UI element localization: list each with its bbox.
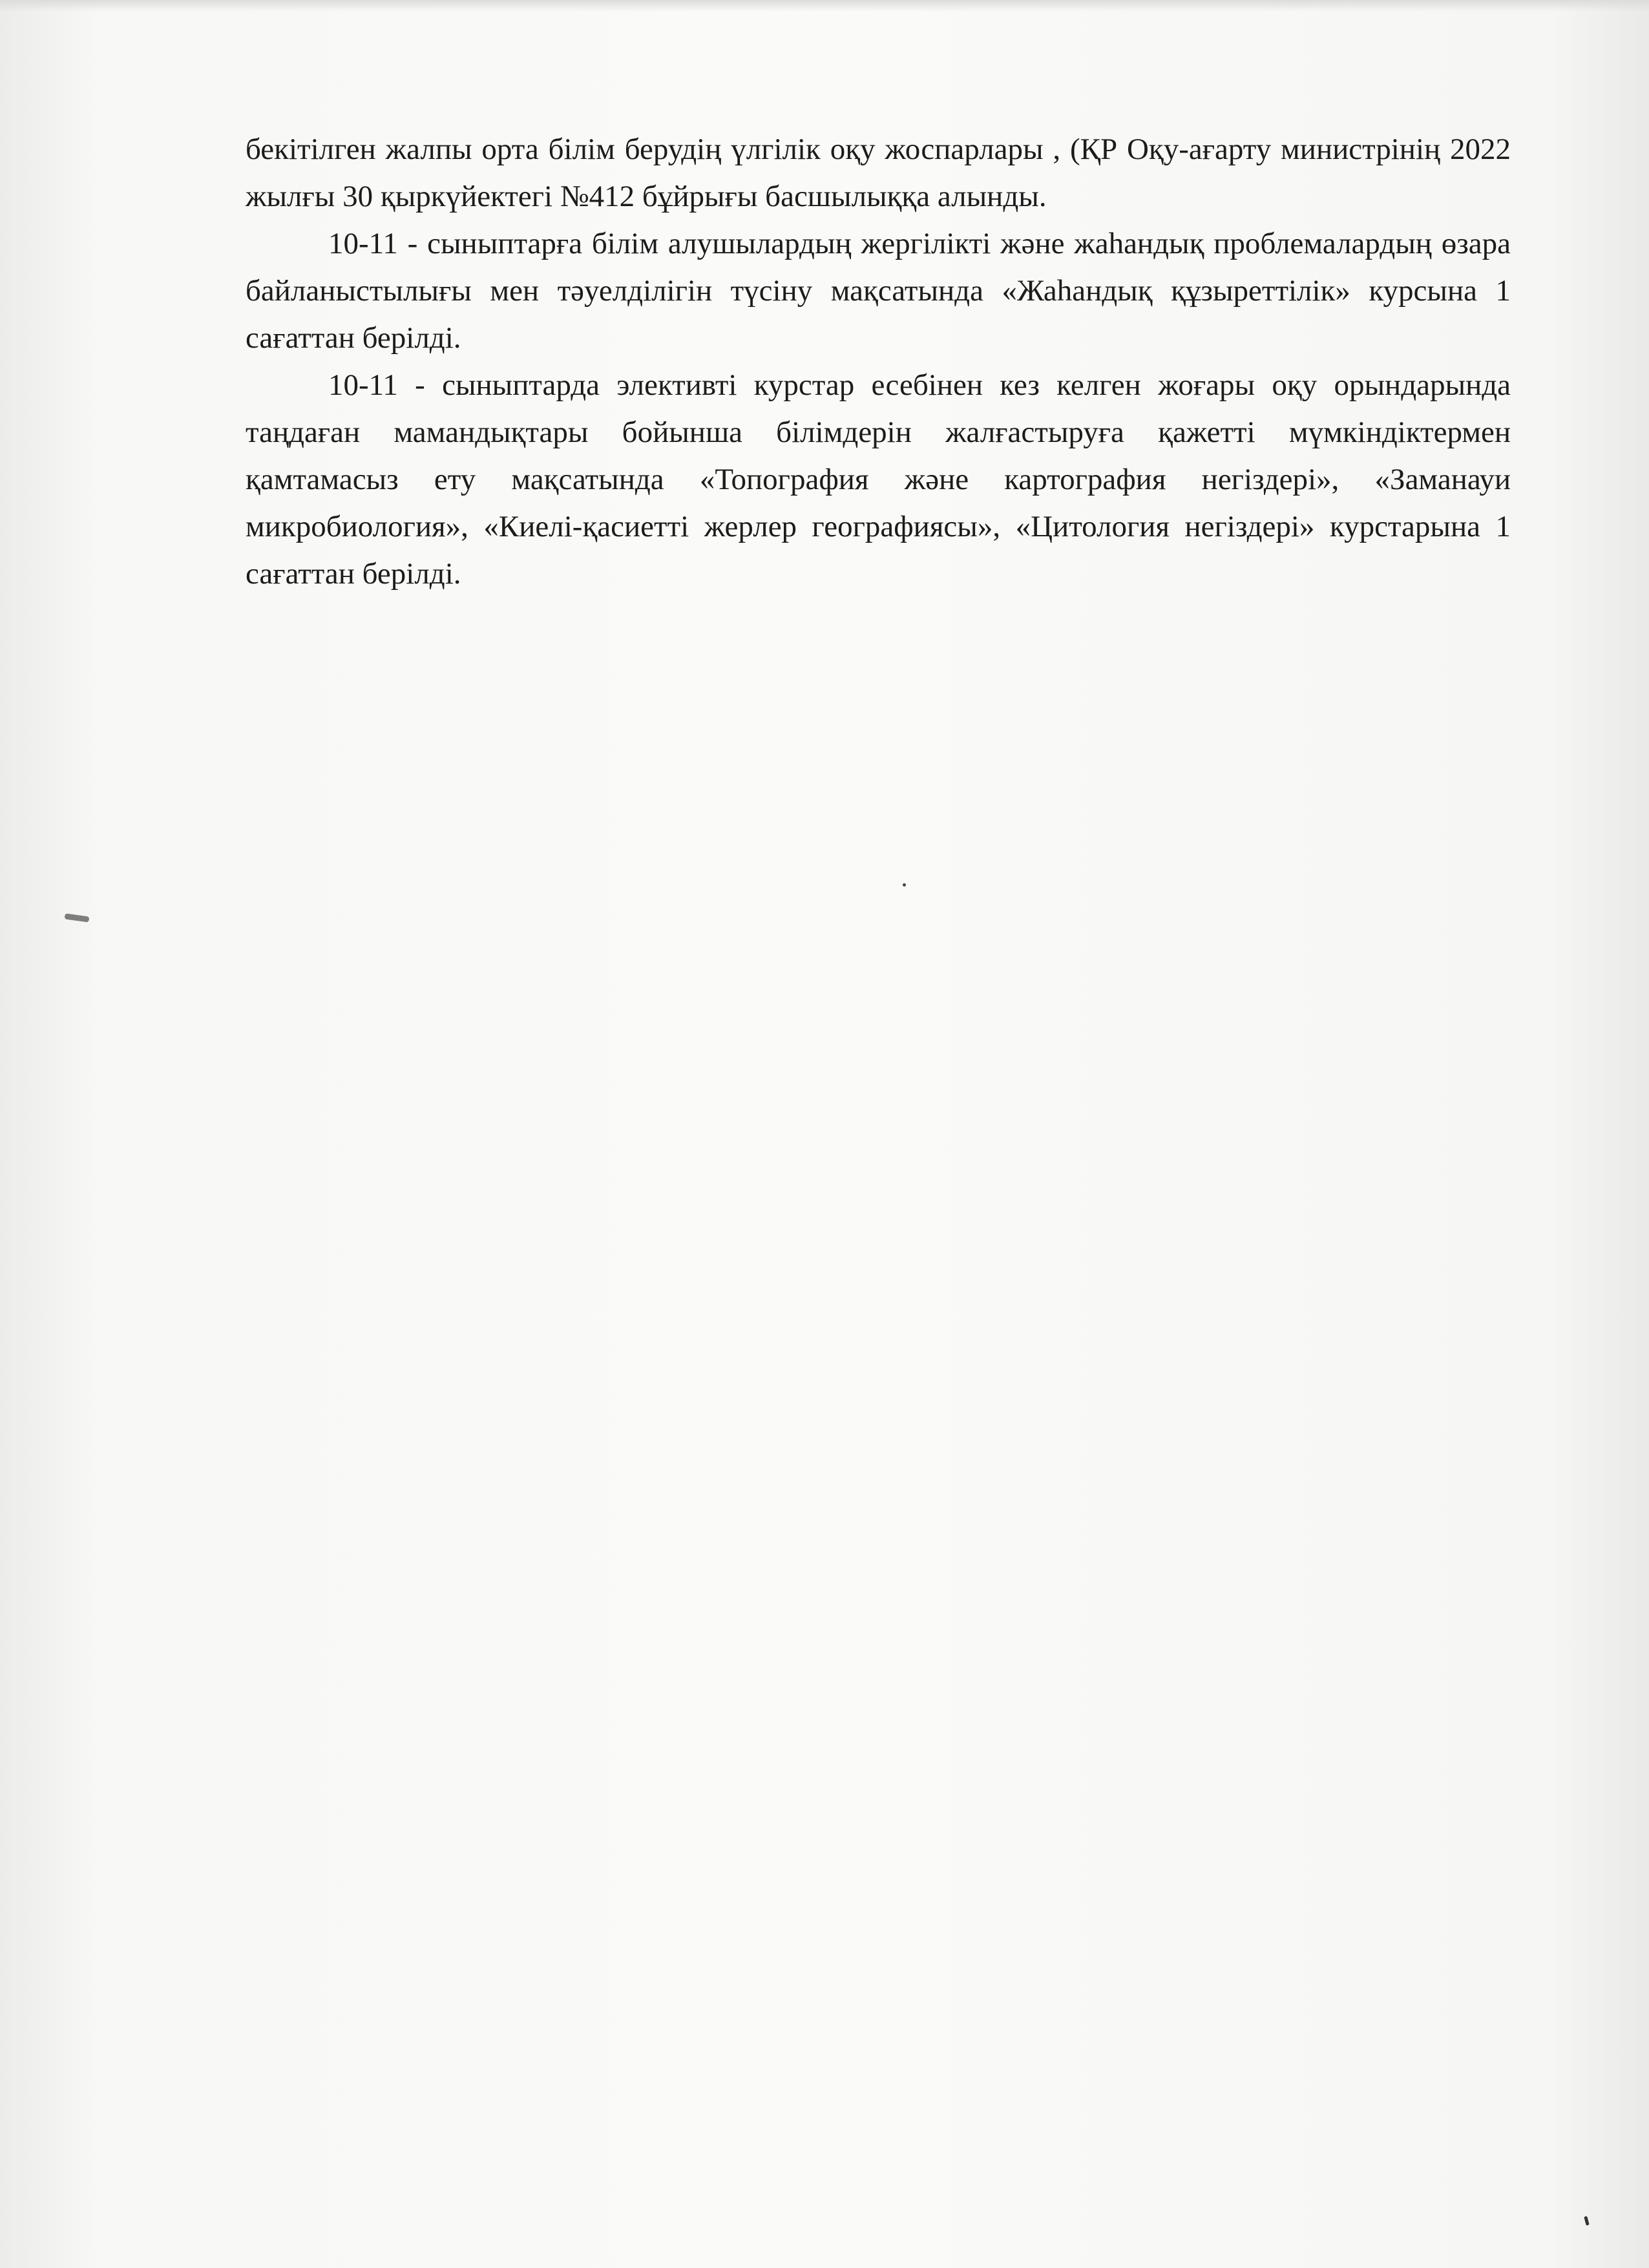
document-body bbox=[246, 126, 1511, 598]
scan-speck bbox=[903, 883, 906, 887]
scan-speck bbox=[1584, 2216, 1589, 2226]
paragraph-elective-courses: 10-11 - сыныптарда элективті курстар есебінен кез келген жоғары оқу орындарында таңдаған мамандықтары бойынша білімдерін жалғастыруға қажетті мүмкіндіктермен қамтамасыз ету мақсатында «Топография және картография негіздері», «Заманауи микробиология», «Киелі-қасиетті жерлер географиясы», «Цитология негіздері» курстарына 1 сағаттан берілді. bbox=[246, 368, 1511, 591]
binding-hole-mark bbox=[65, 913, 90, 922]
paragraph-global-competence-course: 10-11 - сыныптарға білім алушылардың жергілікті және жаһандық проблемалардың өзара байланыстылығы мен тәуелділігін түсіну мақсатында «Жаһандық құзыреттілік» курсына 1 сағаттан берілді. bbox=[246, 227, 1511, 355]
paragraph-regulation-reference: бекітілген жалпы орта білім берудің үлгілік оқу жоспарлары , (ҚР Оқу-ағарту министрінің 2022 жылғы 30 қыркүйектегі №412 бұйрығы басшылыққа алынды. bbox=[246, 132, 1511, 213]
scan-edge-shadow bbox=[0, 0, 1649, 12]
